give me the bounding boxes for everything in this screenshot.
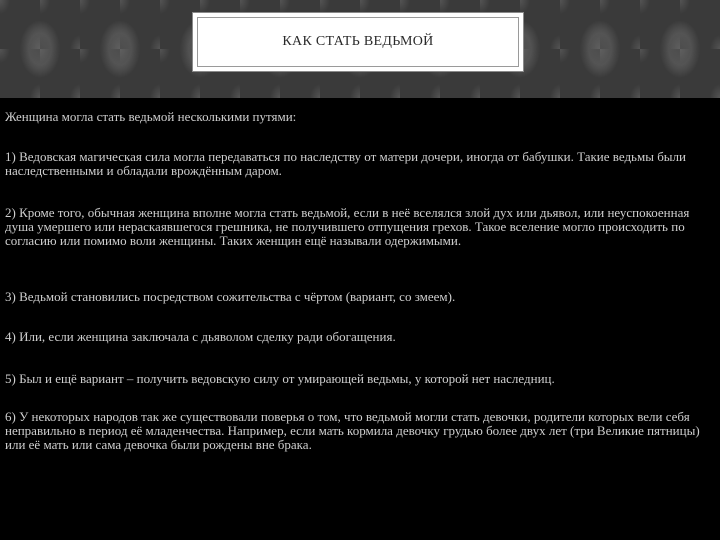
paragraph-1: 1) Ведовская магическая сила могла передаваться по наследству от матери дочери, иногда от бабушки. Такие ведьмы были наследственными и обладали врождённым даром.: [5, 149, 686, 178]
title-box: [192, 12, 524, 72]
paragraph-2: 2) Кроме того, обычная женщина вполне могла стать ведьмой, если в неё вселялся злой дух или дьявол, или неуспокоенная душа умершего или нераскаявшегося грешника, не получившего отпущения грехов. Такое вселение могло происходить по согласию или помимо воли женщины. Таких женщин ещё называли одержимыми.: [5, 205, 690, 248]
paragraph-5: 5) Был и ещё вариант – получить ведовскую силу от умирающей ведьмы, у которой нет наследниц.: [5, 371, 555, 386]
intro-paragraph: Женщина могла стать ведьмой несколькими путями:: [5, 109, 297, 124]
slide-title: КАК СТАТЬ ВЕДЬМОЙ: [282, 34, 434, 49]
paragraph-6: 6) У некоторых народов так же существовали поверья о том, что ведьмой могли стать девочки, родители которых вели себя неправильно в период её младенчества. Например, если мать кормила девочку грудью более двух лет (три Великие пятницы) или её мать или сама девочка были рождены вне брака.: [5, 409, 700, 452]
paragraph-4: 4) Или, если женщина заключала с дьяволом сделку ради обогащения.: [5, 329, 396, 344]
slide-body: [5, 104, 715, 534]
title-frame: [197, 17, 519, 67]
paragraph-3: 3) Ведьмой становились посредством сожительства с чёртом (вариант, со змеем).: [5, 289, 456, 304]
